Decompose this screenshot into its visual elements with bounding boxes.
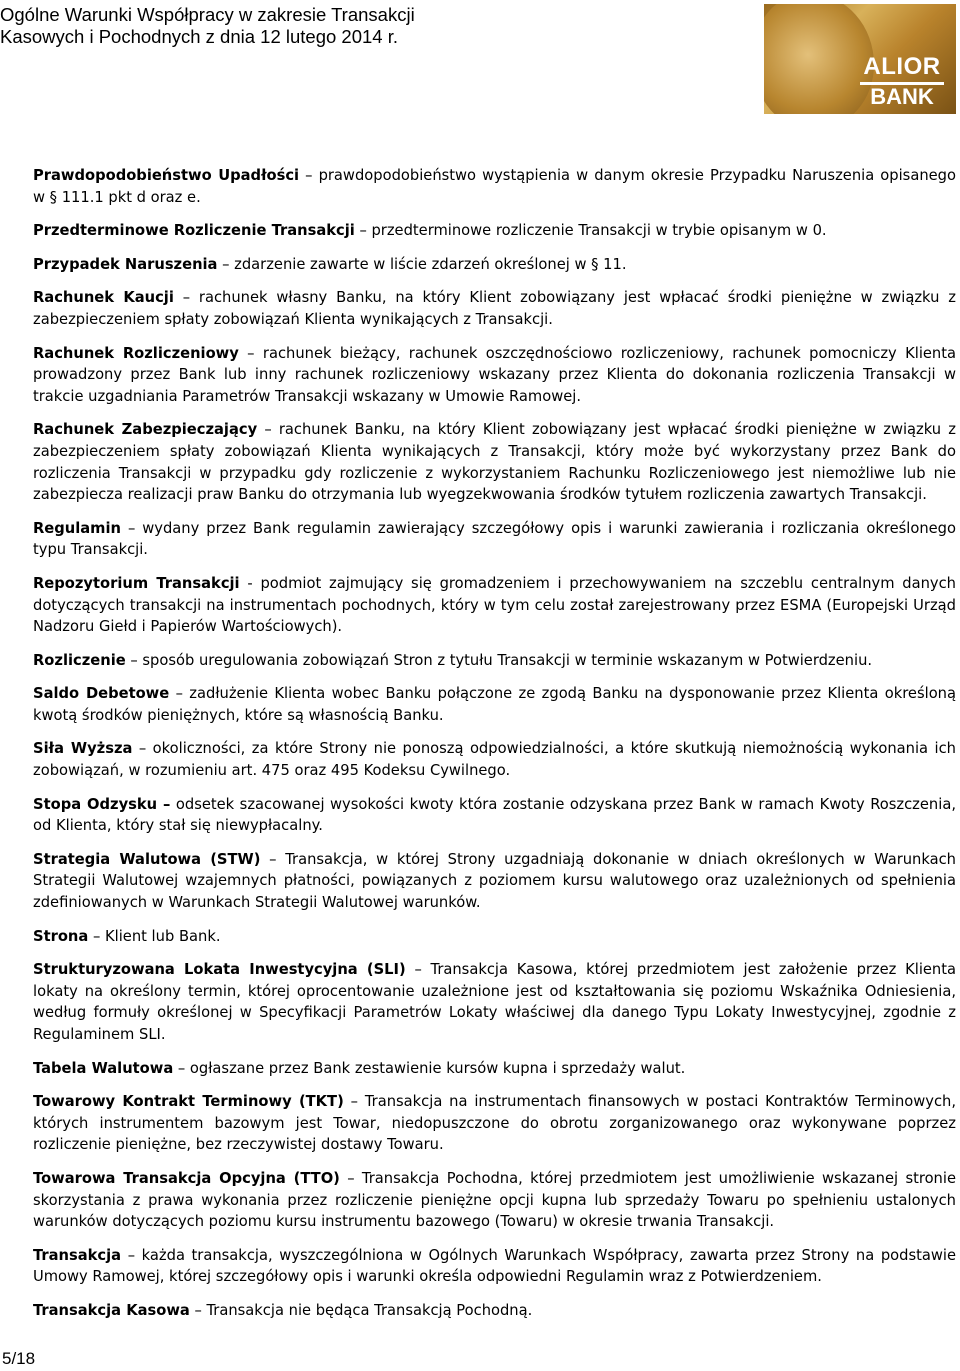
definition-text: – prawdopodobieństwo wystąpienia w danym okresie Przypadku Naruszenia opisanego w § 111.1 pkt d oraz e. [33,167,956,206]
definition-entry [33,650,956,672]
definition-text: – zdarzenie zawarte w liście zdarzeń określonej w § 11. [217,255,627,273]
definition-term: Regulamin [33,519,121,537]
page-number: 5/18 [2,1349,36,1368]
definition-text: – ogłaszane przez Bank zestawienie kursów kupna i sprzedaży walut. [173,1059,686,1077]
definition-text: – każda transakcja, wyszczególniona w Ogólnych Warunkach Współpracy, zawarta przez Strony na podstawie Umowy Ramowej, której szczegółowy opis i warunki określa odpowiedni Regulamin wraz z Potwierdzeniem. [33,1246,956,1286]
definition-text: – Transakcja, w której Strony uzgadniają dokonanie w dniach określonych w Warunkach Strategii Walutowej wzajemnych płatności, powiązanych z poziomem kursu walutowego oraz uzależnionych od spełnienia zdefiniowanych w Warunkach Strategii Walutowej warunków. [33,850,956,912]
definition-text: – Transakcja Pochodna, której przedmiotem jest umożliwienie wskazanej stronie skorzystania z prawa wykonania przez rozliczenie pieniężne opcji kupna lub sprzedaży Towaru po spełnieniu ustalonych warunków dotyczących poziomu kursu instrumentu bazowego (Towaru) w okresie trwania Transakcji. [33,1169,956,1231]
definition-text: – sposób uregulowania zobowiązań Stron z tytułu Transakcji w terminie wskazanym w Potwierdzeniu. [125,651,873,669]
definition-text: – zadłużenie Klienta wobec Banku połączone ze zgodą Banku na dysponowanie przez Klienta określoną kwotą środków pieniężnych, które są własnością Banku. [33,685,956,724]
definition-text: odsetek szacowanej wysokości kwoty która zostanie odzyskana przez Bank w ramach Kwoty Roszczenia, od Klienta, który stał się niewypłacalny. [33,795,956,835]
definition-entry [33,738,956,781]
definition-term: Przypadek Naruszenia [33,255,218,273]
definitions-list [33,165,956,1334]
definition-text: – rachunek bieżący, rachunek oszczędnościowo rozliczeniowy, rachunek pomocniczy Klienta prowadzony przez Bank lub inny rachunek rozliczeniowy wskazany przez Klienta do dokonania rozliczenia Transakcji w trakcie uzgadniania Parametrów Transakcji wskazany w Umowie Ramowej. [33,344,956,405]
definition-text: – przedterminowe rozliczenie Transakcji w trybie opisanym w 0. [354,222,827,240]
definition-entry [33,220,956,242]
definition-term: Transakcja [33,1246,122,1264]
definition-term: Tabela Walutowa [33,1059,174,1077]
logo-text-alior: ALIOR [863,53,941,80]
definition-text: – Transakcja Kasowa, której przedmiotem jest założenie przez Klienta lokaty na określony termin, której oprocentowanie uzależnione jest od kształtowania się poziomu Wskaźnika Odniesienia, według formuły określonej w Specyfikacji Parametrów Lokaty właściwej dla danego Typu Lokaty Inwestycyjnej, zgodnie z Regulaminem SLI. [33,961,957,1043]
definition-entry [33,1168,956,1233]
definition-text: – rachunek własny Banku, na który Klient zobowiązany jest wpłacać środki pieniężne w związku z zabezpieczeniem spłaty zobowiązań Klienta wynikających z Transakcji. [33,289,956,328]
definition-entry [33,573,956,638]
definition-entry [33,1300,956,1322]
definition-text: – okoliczności, za które Strony nie ponoszą odpowiedzialności, a które skutkują niemożnością wykonania ich zobowiązań, w rozumieniu art. 475 oraz 495 Kodeksu Cywilnego. [33,740,956,780]
definition-term: Siła Wyższa [33,740,133,758]
definition-text: – rachunek Banku, na który Klient zobowiązany jest wpłacać środki pieniężne w związku z zabezpieczeniem spłaty zobowiązań Klienta wynikających z Transakcji, który może być wykorzystany przez Bank do rozliczenia Transakcji w przypadku gdy rozliczenie z wykorzystaniem Rachunku Rozliczeniowego jest niemożliwe lub nie zabezpiecza realizacji praw Banku do otrzymania lub wyegzekwowania środków tytułem rozliczenia zawartych Transakcji. [33,421,956,504]
definition-term: Strukturyzowana Lokata Inwestycyjna (SLI) [33,961,406,979]
definition-term: Strona [33,927,89,945]
definition-text: – wydany przez Bank regulamin zawierający szczegółowy opis i warunki zawierania i rozliczania określonego typu Transakcji. [33,519,956,559]
document-header-title: Ogólne Warunki Współpracy w zakresie Transakcji Kasowych i Pochodnych z dnia 12 lutego 2014 r. [0,4,415,47]
definition-entry [33,165,956,208]
definition-entry [33,794,956,837]
definition-term: Rachunek Kaucji [33,289,174,307]
definition-term: Stopa Odzysku – [33,795,171,813]
definition-term: Saldo Debetowe [33,685,170,703]
definition-text: – Transakcja na instrumentach finansowych w postaci Kontraktów Terminowych, których instrumentem bazowym jest Towar, niedopuszczone do obrotu zorganizowanego oraz wykonywane poprzez rozliczenie pieniężne, bez rzeczywistej dostawy Towaru. [33,1093,957,1154]
alior-bank-logo [764,4,956,114]
definition-entry [33,419,956,505]
definition-term: Rozliczenie [33,651,126,669]
definition-entry [33,1091,956,1156]
definition-term: Rachunek Zabezpieczający [33,421,258,439]
definition-term: Strategia Walutowa (STW) [33,850,261,868]
definition-text: – Klient lub Bank. [88,927,221,945]
definition-entry [33,287,956,330]
definition-term: Prawdopodobieństwo Upadłości [33,167,300,184]
definition-entry [33,926,956,948]
definition-text: – Transakcja nie będąca Transakcją Pochodną. [189,1301,533,1319]
definition-entry [33,849,956,914]
definition-term: Towarowa Transakcja Opcyjna (TTO) [33,1169,340,1187]
definition-entry [33,343,956,408]
definition-term: Repozytorium Transakcji [33,574,240,592]
definition-entry [33,1058,956,1080]
definition-entry [33,254,956,276]
definition-term: Przedterminowe Rozliczenie Transakcji [33,222,355,240]
definition-entry [33,683,956,726]
definition-term: Rachunek Rozliczeniowy [33,344,239,362]
definition-term: Towarowy Kontrakt Terminowy (TKT) [33,1093,344,1111]
definition-term: Transakcja Kasowa [33,1301,190,1319]
definition-entry [33,959,956,1045]
definition-entry [33,518,956,561]
definition-entry [33,1245,956,1288]
logo-text-bank: BANK [870,84,934,109]
definition-text: - podmiot zajmujący się gromadzeniem i przechowywaniem na szczeblu centralnym danych dotyczących transakcji na instrumentach pochodnych, który w tym celu został zarejestrowany przez ESMA (Europejski Urząd Nadzoru Giełd i Papierów Wartościowych). [33,574,956,636]
